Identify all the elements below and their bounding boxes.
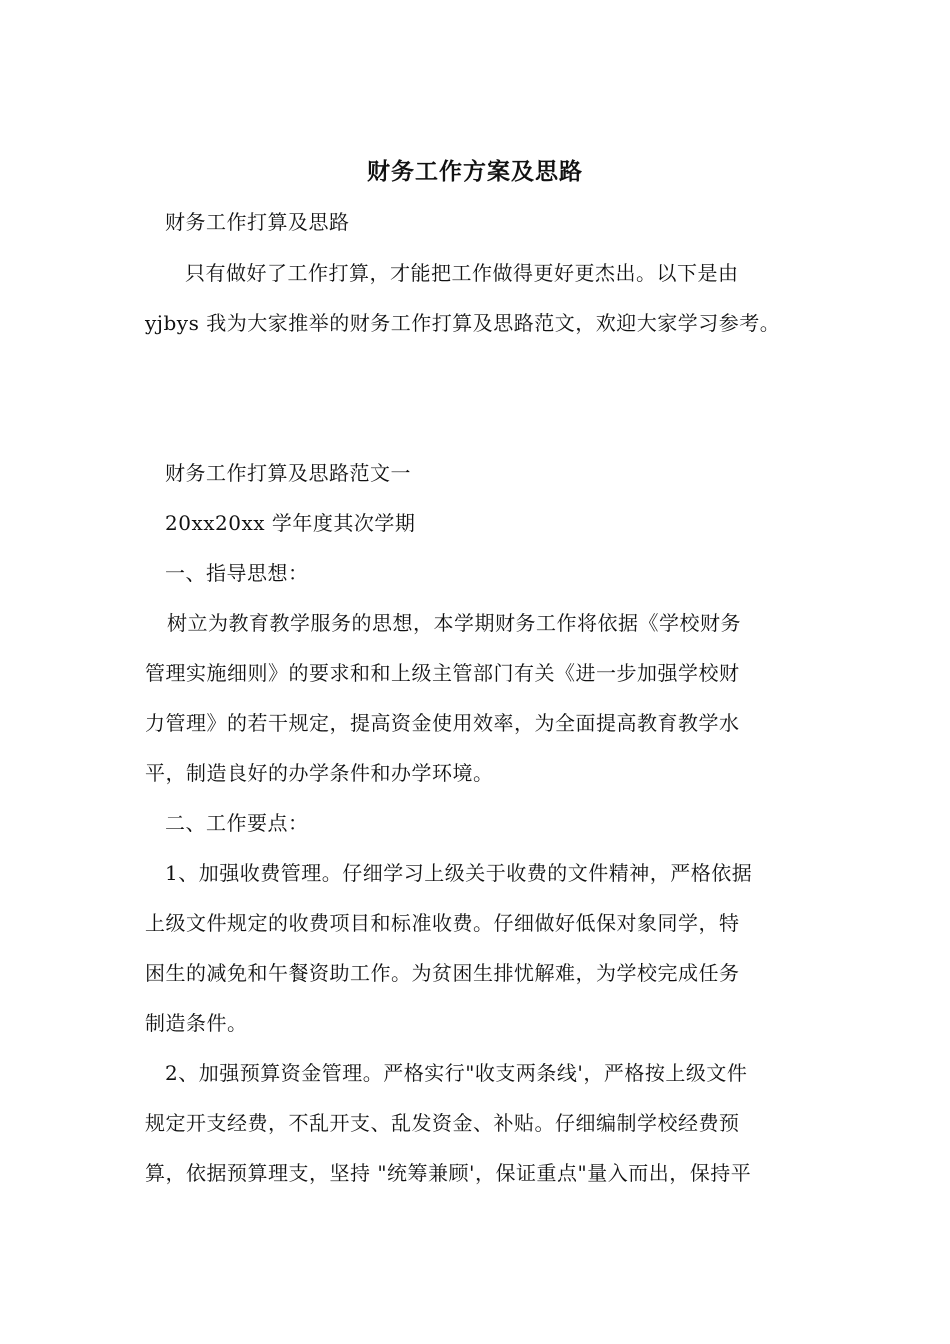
paragraph-line: 树立为教育教学服务的思想，本学期财务工作将依据《学校财务 bbox=[167, 611, 741, 635]
paragraph-line: 平，制造良好的办学条件和办学环境。 bbox=[145, 761, 494, 785]
paragraph-line: 规定开支经费，不乱开支、乱发资金、补贴。仔细编制学校经费预 bbox=[145, 1111, 740, 1135]
intro-line: yjbys 我为大家推举的财务工作打算及思路范文，欢迎大家学习参考。 bbox=[145, 311, 781, 335]
paragraph-line: 上级文件规定的收费项目和标准收费。仔细做好低保对象同学，特 bbox=[145, 911, 740, 935]
document-title: 财务工作方案及思路 bbox=[367, 158, 583, 185]
paragraph-line: 算，依据预算理支，坚持 "统筹兼顾'，保证重点"量入而出，保持平 bbox=[145, 1161, 752, 1185]
paragraph-point-1 bbox=[145, 848, 815, 1048]
paragraph-line: 1、加强收费管理。仔细学习上级关于收费的文件精神，严格依据 bbox=[165, 861, 753, 885]
paragraph-line: 2、加强预算资金管理。严格实行"收支两条线'，严格按上级文件 bbox=[165, 1061, 748, 1085]
paragraph-line: 力管理》的若干规定，提高资金使用效率，为全面提高教育教学水 bbox=[145, 711, 740, 735]
heading-guiding-thought: 一、指导思想： bbox=[165, 561, 309, 585]
subtitle: 财务工作打算及思路 bbox=[165, 210, 350, 234]
intro-paragraph bbox=[145, 248, 815, 348]
paragraph-line: 管理实施细则》的要求和和上级主管部门有关《进一步加强学校财 bbox=[145, 661, 740, 685]
paragraph-point-2 bbox=[145, 1048, 815, 1198]
intro-line: 只有做好了工作打算，才能把工作做得更好更杰出。以下是由 bbox=[185, 261, 739, 285]
heading-work-points: 二、工作要点： bbox=[165, 811, 309, 835]
term-line: 20xx20xx 学年度其次学期 bbox=[165, 511, 416, 535]
paragraph-line: 制造条件。 bbox=[145, 1011, 248, 1035]
paragraph-guiding-thought bbox=[145, 598, 815, 798]
paragraph-line: 困生的减免和午餐资助工作。为贫困生排忧解难，为学校完成任务 bbox=[145, 961, 740, 985]
section-title: 财务工作打算及思路范文一 bbox=[165, 461, 411, 485]
